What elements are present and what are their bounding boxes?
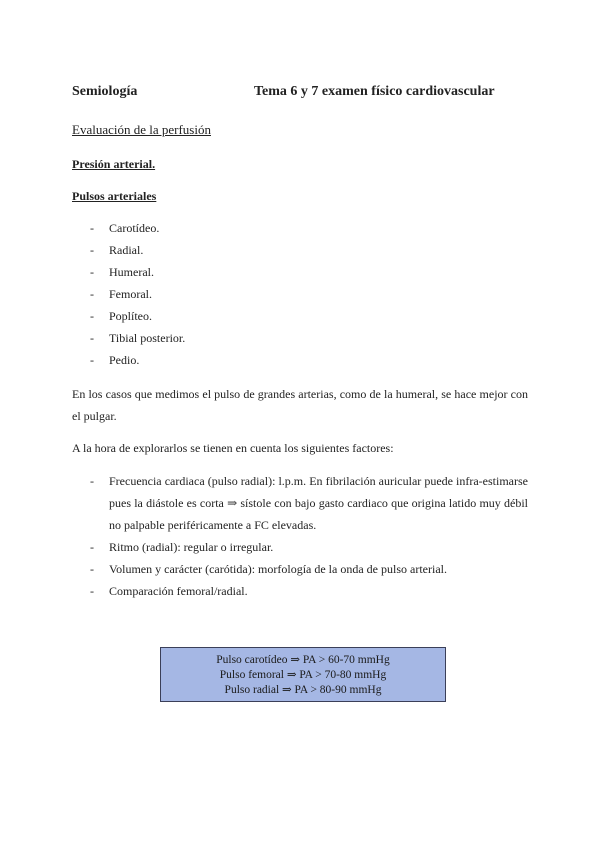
subsection-pulses: Pulsos arteriales	[72, 189, 157, 203]
summary-box	[160, 647, 446, 702]
list-item: - Poplíteo.	[90, 309, 153, 323]
list-item: - Femoral.	[90, 287, 152, 301]
paragraph-large-arteries: En los casos que medimos el pulso de grandes arterias, como de la humeral, se hace mejor con el pulgar.	[72, 387, 528, 423]
list-item: - Frecuencia cardiaca (pulso radial): l.p.m. En fibrilación auricular puede infra-estimarse pues la diástole es corta ⇒ sístole con bajo gasto cardiaco que origina latido muy débil no palpable periféricamente a FC elevadas.	[90, 474, 528, 532]
subject-title: Semiología	[72, 84, 138, 99]
list-item: - Volumen y carácter (carótida): morfología de la onda de pulso arterial.	[90, 562, 447, 576]
factors-list	[72, 470, 528, 602]
list-item: - Pedio.	[90, 353, 140, 367]
list-item: - Carotídeo.	[90, 221, 160, 235]
page-header	[72, 84, 532, 104]
list-item: - Tibial posterior.	[90, 331, 186, 345]
list-item: - Humeral.	[90, 265, 154, 279]
summary-line-femoral: Pulso femoral ⇒ PA > 70-80 mmHg	[219, 669, 387, 681]
list-item: - Comparación femoral/radial.	[90, 584, 248, 598]
summary-line-carotid: Pulso carotídeo ⇒ PA > 60-70 mmHg	[216, 654, 390, 666]
summary-line-radial: Pulso radial ⇒ PA > 80-90 mmHg	[224, 684, 382, 696]
paragraph-factors-intro: A la hora de explorarlos se tienen en cuenta los siguientes factores:	[72, 441, 394, 455]
list-item: - Ritmo (radial): regular o irregular.	[90, 540, 274, 554]
pulses-list	[72, 219, 185, 373]
section-title: Evaluación de la perfusión	[72, 122, 211, 137]
subsection-pressure: Presión arterial.	[72, 157, 156, 171]
topic-title: Tema 6 y 7 examen físico cardiovascular	[254, 84, 495, 99]
list-item: - Radial.	[90, 243, 144, 257]
